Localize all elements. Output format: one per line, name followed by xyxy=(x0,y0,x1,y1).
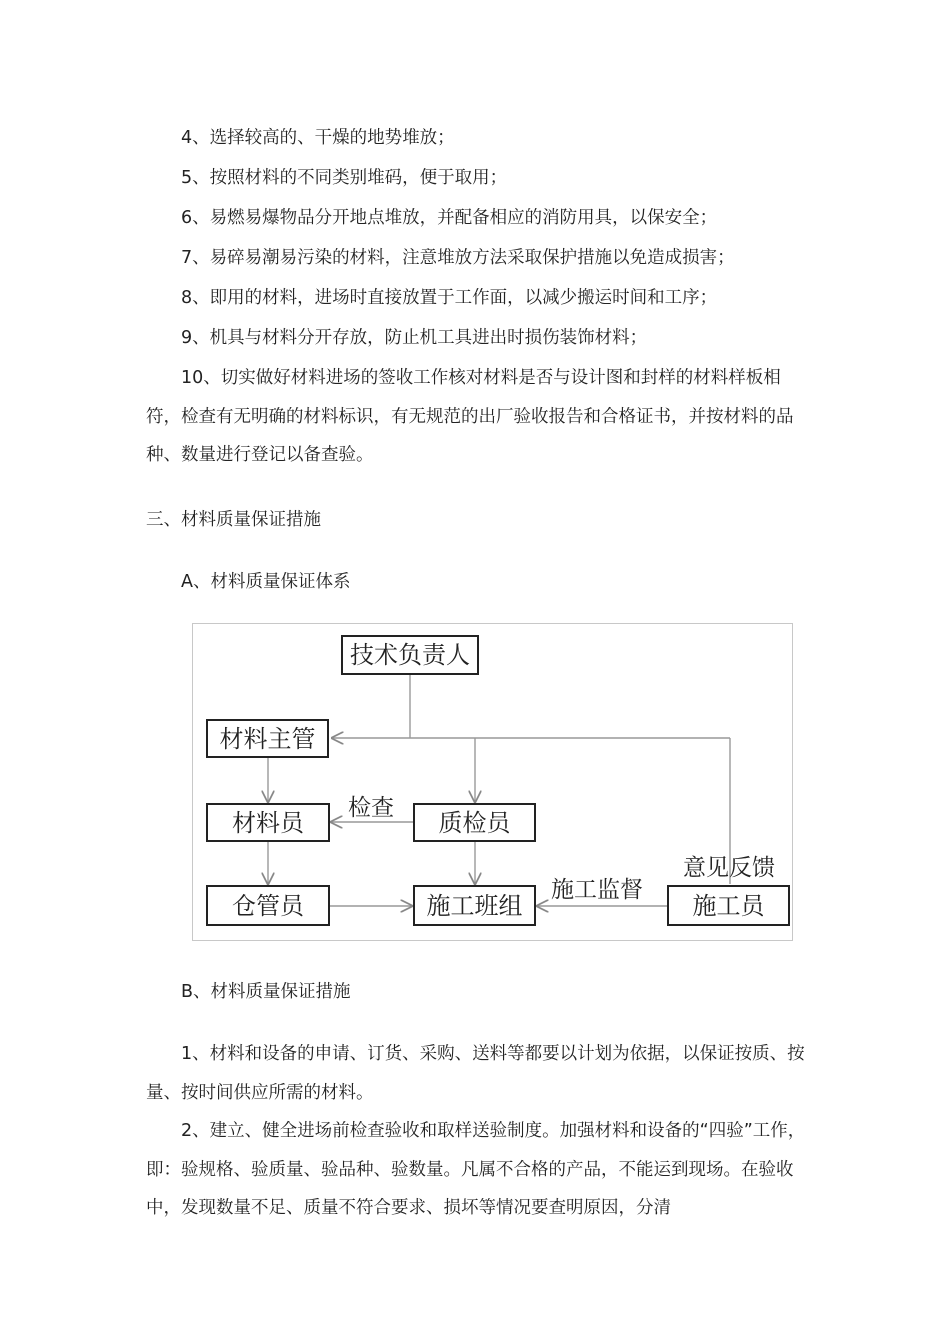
section-heading: 三、材料质量保证措施 xyxy=(146,510,321,530)
node-material-manager: 材料主管 xyxy=(206,719,329,758)
list-item: 9、机具与材料分开存放，防止机工具进出时损伤装饰材料； xyxy=(181,328,648,348)
label-inspect: 检查 xyxy=(348,795,394,821)
list-item: 8、即用的材料，进场时直接放置于工作面，以减少搬运时间和工序； xyxy=(181,288,718,308)
paragraph-item-10: 10、切实做好材料进场的签收工作核对材料是否与设计图和封样的材料样板相符，检查有无明确的材料标识，有无规范的出厂验收报告和合格证书，并按材料的品种、数量进行登记以备查验。 xyxy=(146,368,794,465)
node-quality-inspector: 质检员 xyxy=(413,803,536,842)
subsection-heading-a: A、材料质量保证体系 xyxy=(181,572,351,592)
node-construction-worker: 施工员 xyxy=(667,885,790,926)
node-construction-team: 施工班组 xyxy=(413,885,536,926)
measure-paragraph: 1、材料和设备的申请、订货、采购、送料等都要以计划为依据，以保证按质、按量、按时间供应所需的材料。 xyxy=(146,1044,805,1103)
node-tech-lead: 技术负责人 xyxy=(341,635,479,675)
list-item: 4、选择较高的、干燥的地势堆放； xyxy=(181,128,455,148)
label-feedback: 意见反馈 xyxy=(683,855,775,881)
node-warehouse-keeper: 仓管员 xyxy=(206,885,330,926)
list-item: 6、易燃易爆物品分开地点堆放，并配备相应的消防用具，以保安全； xyxy=(181,208,718,228)
quality-assurance-diagram xyxy=(192,623,793,941)
list-item: 5、按照材料的不同类别堆码，便于取用； xyxy=(181,168,508,188)
label-supervision: 施工监督 xyxy=(551,877,643,903)
measure-paragraph: 2、建立、健全进场前检查验收和取样送验制度。加强材料和设备的“四验”工作，即：验规格、验质量、验品种、验数量。凡属不合格的产品，不能运到现场。在验收中，发现数量不足、质量不符合要求、损坏等情况要查明原因，分清 xyxy=(146,1121,806,1218)
node-material-clerk: 材料员 xyxy=(206,803,330,842)
list-item: 7、易碎易潮易污染的材料，注意堆放方法采取保护措施以免造成损害； xyxy=(181,248,735,268)
subsection-heading-b: B、材料质量保证措施 xyxy=(181,982,351,1002)
